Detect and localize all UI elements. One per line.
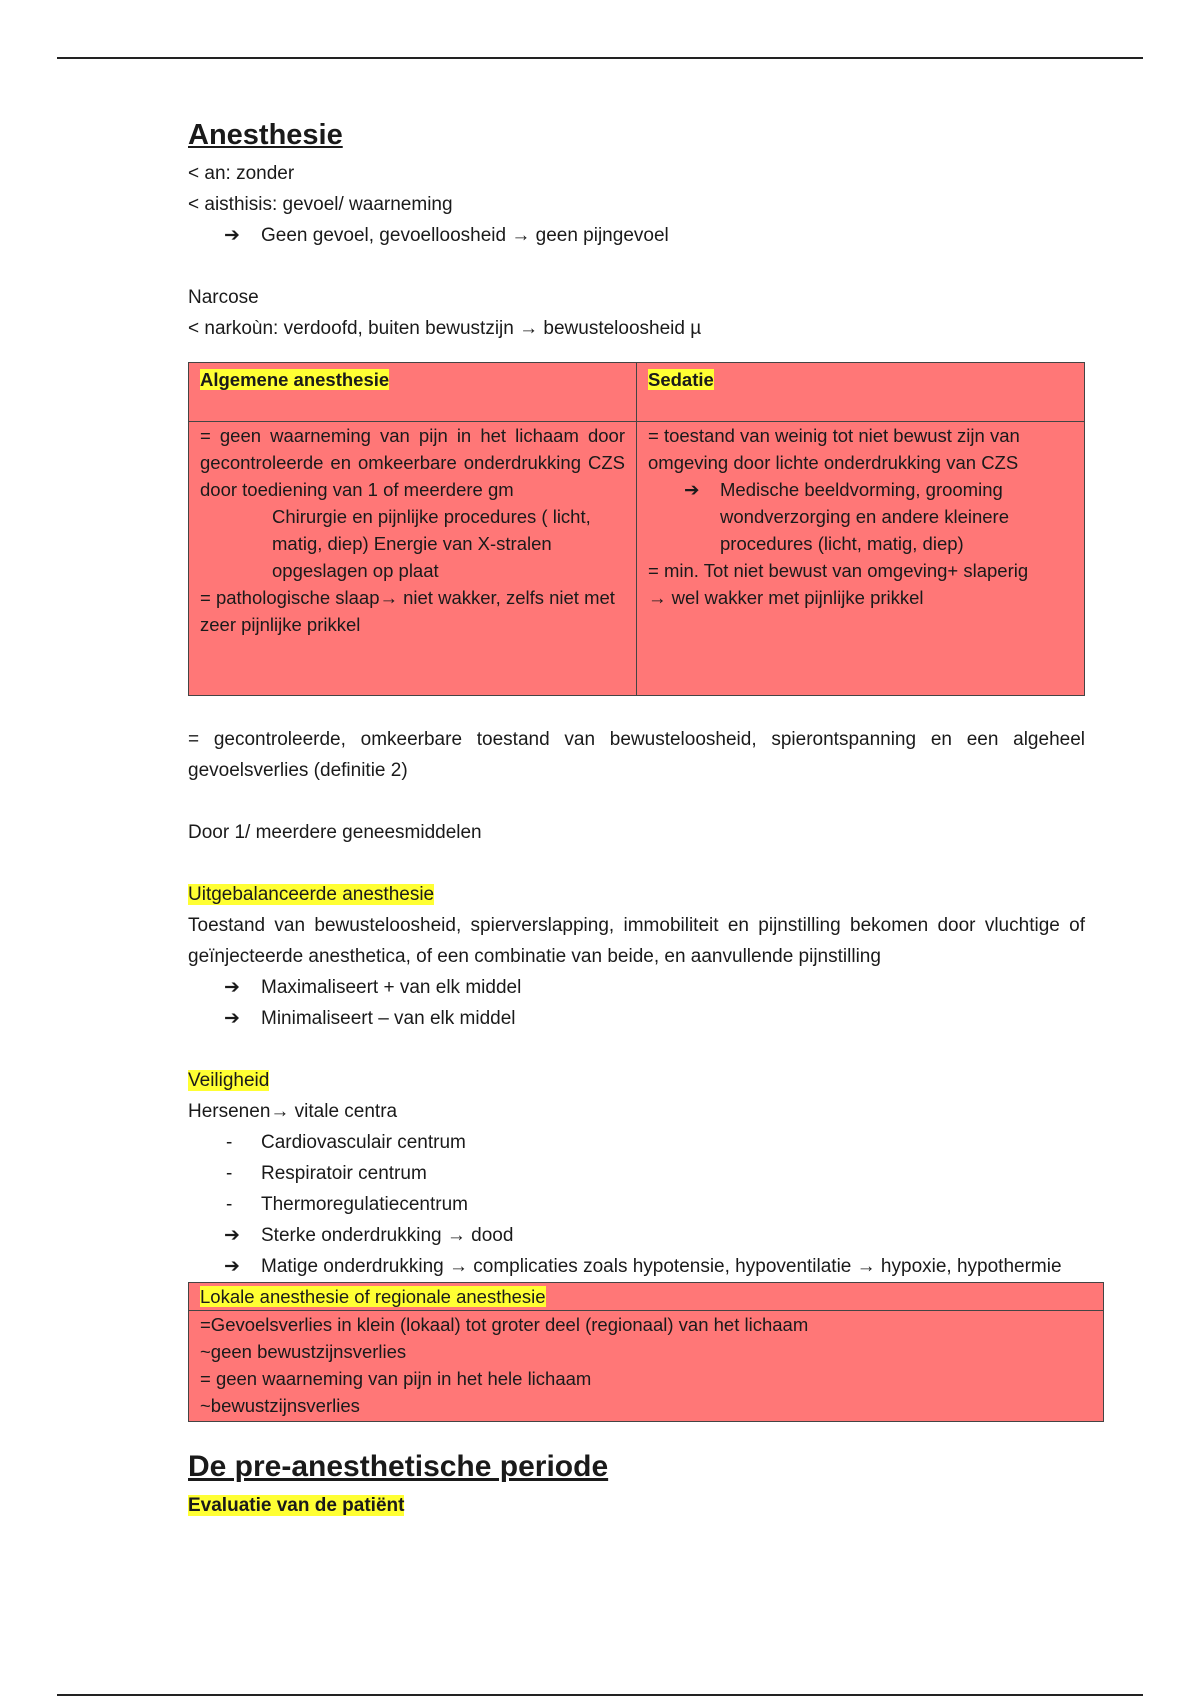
bottom-rule	[57, 1694, 1143, 1696]
local-anesthesia-table	[188, 1282, 1104, 1422]
list-item: ➔ Sterke onderdrukking → dood	[188, 1220, 1085, 1251]
arrow-icon: ➔	[224, 1256, 240, 1277]
list-item: - Cardiovasculair centrum	[188, 1127, 1085, 1158]
safety-line: Hersenen→ vitale centra	[188, 1101, 398, 1122]
list-item: ➔ Geen gevoel, gevoelloosheid → geen pijngevoel	[188, 220, 1085, 251]
safety-heading: Veiligheid	[188, 1070, 270, 1091]
balanced-heading: Uitgebalanceerde anesthesie	[188, 884, 435, 905]
table-header-cell: Lokale anesthesie of regionale anesthesie	[189, 1283, 1104, 1311]
dash-icon: -	[226, 1132, 233, 1153]
table-header-cell: Algemene anesthesie	[189, 363, 637, 422]
etymology-narkoun: < narkoùn: verdoofd, buiten bewustzijn → bewusteloosheid µ	[188, 318, 702, 339]
table-cell-sedation: = toestand van weinig tot niet bewust zijn van omgeving door lichte onderdrukking van CZS ➔ Medische beeldvorming, grooming wondverzorging en andere kleinere procedures (licht, matig, diep) = min. Tot niet bewust van omgeving+ slaperig → wel wakker met pijnlijke prikkel	[637, 422, 1085, 696]
list-item: ➔ Minimaliseert – van elk middel	[188, 1003, 1085, 1034]
dash-icon: -	[226, 1194, 233, 1215]
list-item: - Thermoregulatiecentrum	[188, 1189, 1085, 1220]
list-item: - Respiratoir centrum	[188, 1158, 1085, 1189]
arrow-icon: ➔	[224, 225, 240, 246]
top-rule	[57, 57, 1143, 59]
page-title: Anesthesie	[188, 119, 343, 151]
table-cell-local: =Gevoelsverlies in klein (lokaal) tot groter deel (regionaal) van het lichaam ~geen bewustzijnsverlies = geen waarneming van pijn in het hele lichaam ~bewustzijnsverlies	[189, 1311, 1104, 1422]
etymology-aisthisis: < aisthisis: gevoel/ waarneming	[188, 194, 453, 215]
section-subheading: Evaluatie van de patiënt	[188, 1495, 405, 1516]
section-title: De pre-anesthetische periode	[188, 1450, 609, 1483]
list-item: ➔ Maximaliseert + van elk middel	[188, 972, 1085, 1003]
arrow-icon: ➔	[224, 977, 240, 998]
list-item: ➔ Matige onderdrukking → complicaties zoals hypotensie, hypoventilatie → hypoxie, hypothermie	[188, 1251, 1085, 1282]
etymology-an: < an: zonder	[188, 163, 295, 184]
table-cell-general: = geen waarneming van pijn in het lichaam door gecontroleerde en omkeerbare onderdrukking CZS door toediening van 1 of meerdere gm Chirurgie en pijnlijke procedures ( licht, matig, diep) Energie van X-stralen opgeslagen op plaat = pathologische slaap→ niet wakker, zelfs niet met zeer pijnlijke prikkel	[189, 422, 637, 696]
balanced-text: Toestand van bewusteloosheid, spierverslapping, immobiliteit en pijnstilling bekomen door vluchtige of geïnjecteerde anesthetica, of een combinatie van beide, en aanvullende pijnstilling	[188, 915, 1085, 967]
document-body	[188, 112, 1085, 1521]
definition-2: = gecontroleerde, omkeerbare toestand van bewusteloosheid, spierontspanning en een algeheel gevoelsverlies (definitie 2)	[188, 729, 1085, 781]
anesthesia-comparison-table	[188, 362, 1085, 696]
table-header-cell: Sedatie	[637, 363, 1085, 422]
arrow-icon: ➔	[224, 1008, 240, 1029]
arrow-icon: ➔	[684, 479, 700, 500]
dash-icon: -	[226, 1163, 233, 1184]
narcose-heading: Narcose	[188, 287, 259, 308]
door-text: Door 1/ meerdere geneesmiddelen	[188, 822, 482, 843]
arrow-icon: ➔	[224, 1225, 240, 1246]
